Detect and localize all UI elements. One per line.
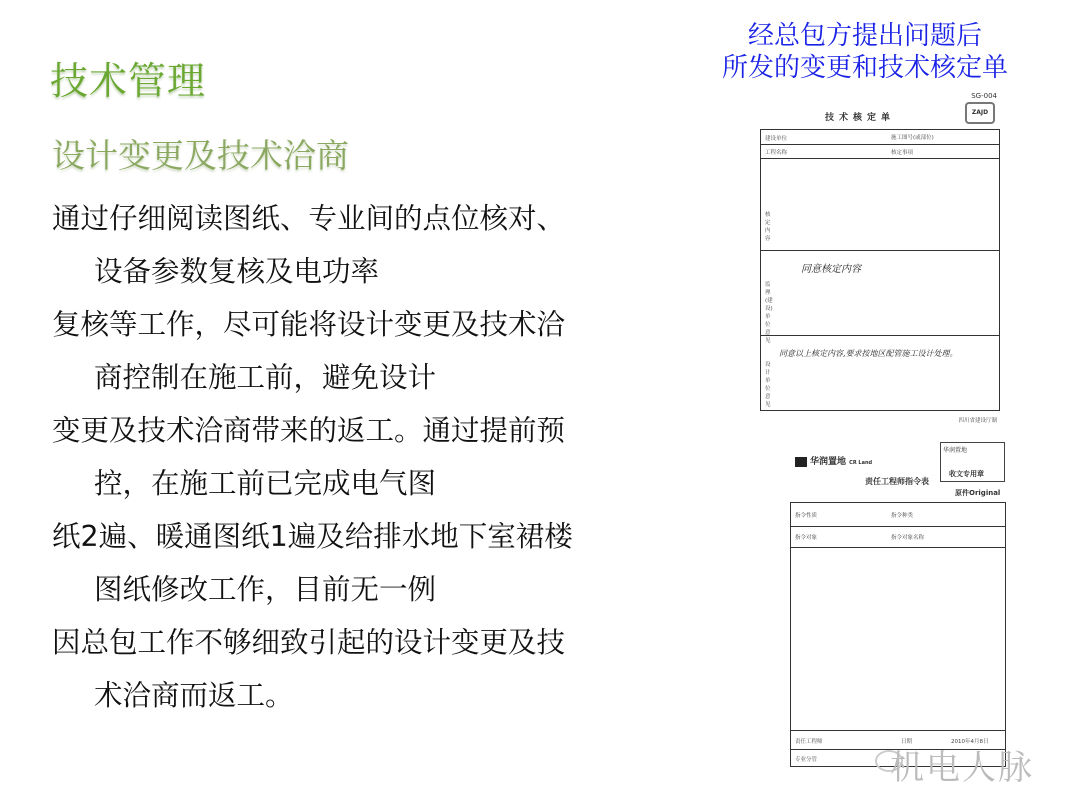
caption-line: 所发的变更和技术核定单	[721, 53, 1008, 83]
caption-line: 经总包方提出问题后	[747, 21, 982, 51]
paragraph-line: 控，在施工前已完成电气图	[94, 467, 437, 500]
technical-verification-form-scan	[755, 92, 1005, 427]
form-label: 指令性质	[795, 513, 818, 519]
form-label: 指令对象名称	[891, 535, 925, 541]
form-label: 核定内容	[765, 212, 771, 242]
paragraph-line: 术洽商而返工。	[94, 679, 294, 712]
paragraph-line: 因总包工作不够细致引起的设计变更及技	[52, 626, 566, 659]
form-date: 2010年4月8日	[951, 739, 989, 745]
paragraph-line: 设备参数复核及电功率	[94, 255, 380, 288]
form-title: 技术核定单	[825, 113, 896, 123]
handwritten-note: 同意以上核定内容,要求按地区配管施工设计处理。	[779, 349, 958, 358]
handwritten-note: 同意核定内容	[801, 264, 861, 275]
form-label: 专业分管	[795, 757, 818, 763]
cr-land-logo: 华润置地 CR Land	[795, 454, 872, 467]
form-label: 施工图号(或部位)	[891, 135, 934, 141]
slide-title: 技术管理	[50, 59, 207, 103]
form-label: 日期	[901, 739, 913, 745]
paragraph-line: 图纸修改工作，目前无一例	[94, 573, 437, 606]
image-caption	[705, 20, 1025, 84]
form-label: 指令种类	[891, 513, 914, 519]
paragraph-line: 复核等工作，尽可能将设计变更及技术洽	[52, 308, 566, 341]
paragraph-line: 商控制在施工前，避免设计	[94, 361, 437, 394]
paragraph-line: 纸2遍、暖通图纸1遍及给排水地下室裙楼	[52, 520, 573, 553]
form-label: 建设单位	[765, 136, 788, 142]
form-title: 责任工程师指令表	[865, 477, 929, 486]
form-label: 设计单位意见	[765, 362, 771, 408]
seal-logo: ZAJD	[965, 102, 995, 124]
form-table	[790, 502, 1006, 767]
receipt-stamp	[940, 442, 1005, 482]
paragraph-line: 变更及技术洽商带来的返工。通过提前预	[52, 414, 566, 447]
form-label: 责任工程师	[795, 739, 823, 745]
paragraph-line: 通过仔细阅读图纸、专业间的点位核对、	[52, 202, 566, 235]
original-mark: 原件Original	[955, 489, 1001, 497]
stamp-title: 华润置地	[943, 447, 968, 454]
stamp-footer: 收文专用章	[949, 470, 984, 478]
form-footer: 四川省建设厅制	[958, 418, 997, 424]
form-label: 工程名称	[765, 150, 788, 156]
slide-subtitle: 设计变更及技术洽商	[52, 136, 349, 175]
form-label: 监理(建设)单位意见	[765, 282, 773, 344]
slide-body	[52, 192, 652, 722]
form-label: 核定事项	[891, 150, 914, 156]
form-label: 指令对象	[795, 535, 818, 541]
watermark: 机电人脉	[890, 748, 1034, 788]
form-table	[760, 129, 1000, 411]
form-code: SG-004	[971, 92, 997, 100]
